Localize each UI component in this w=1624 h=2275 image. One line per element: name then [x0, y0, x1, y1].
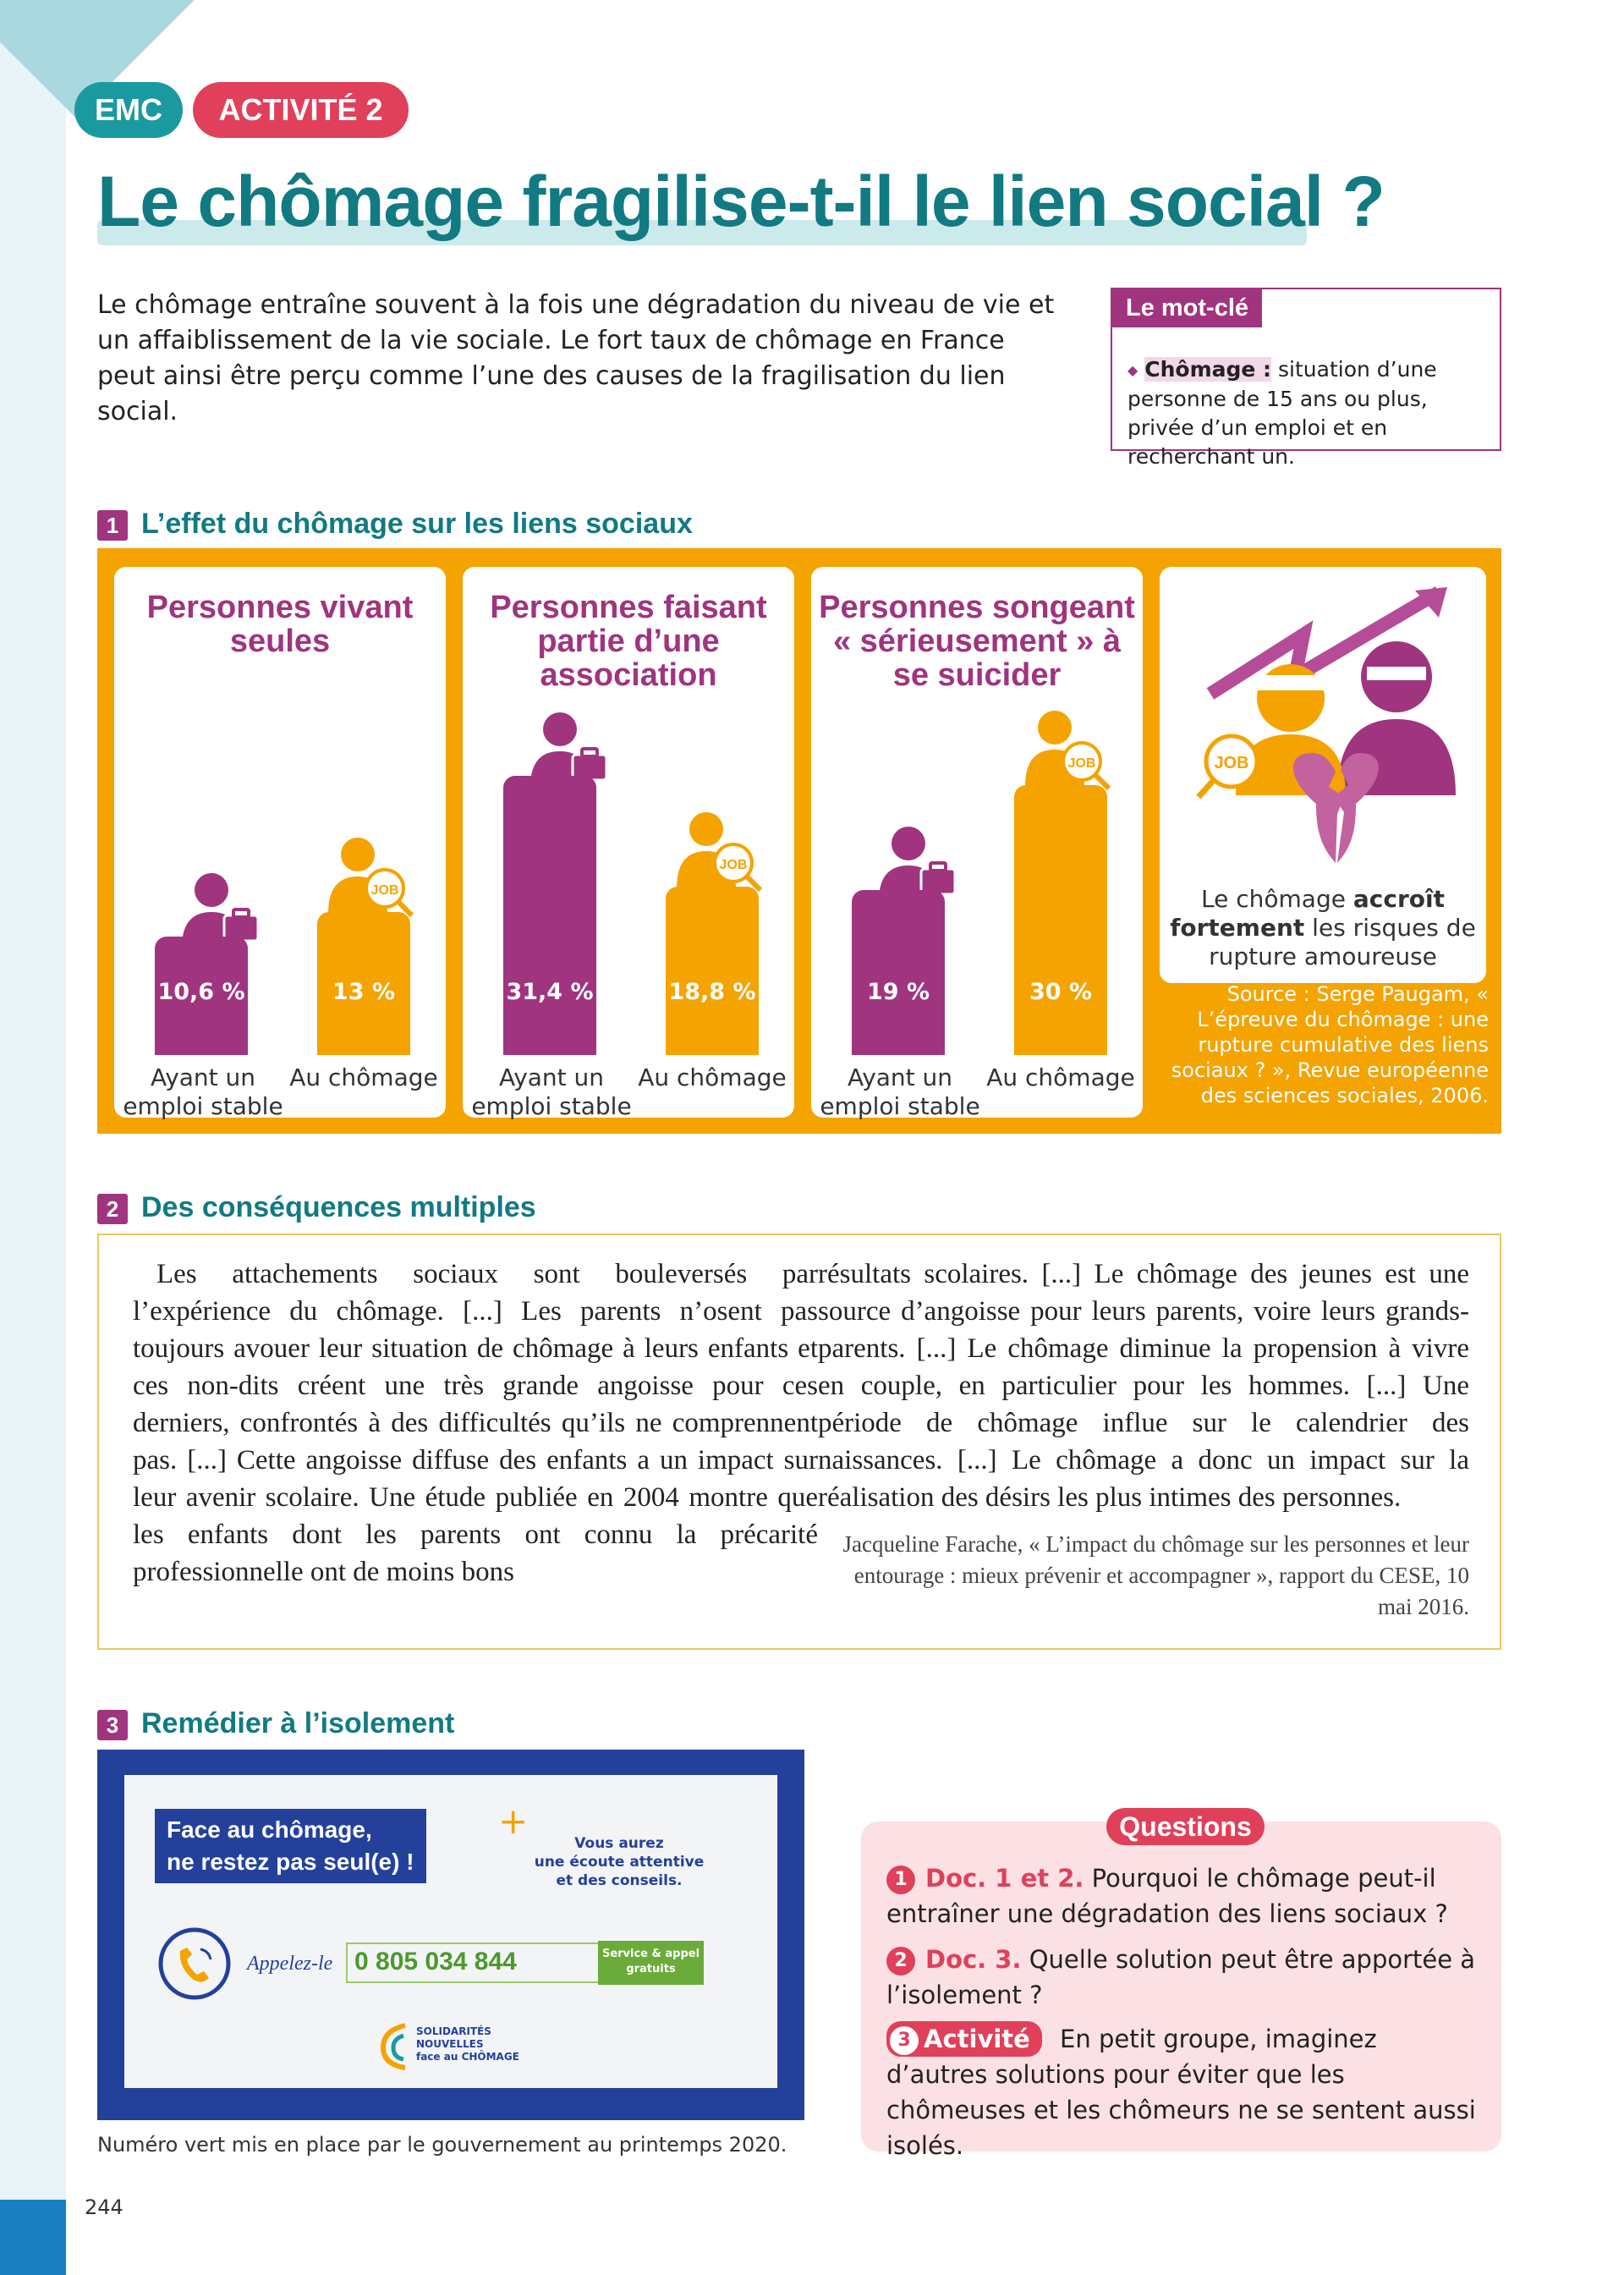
- bar-value: 18,8 %: [668, 979, 756, 1005]
- activity-badge: [886, 2021, 1042, 2057]
- bar-label: Au chômage: [986, 1063, 1135, 1091]
- bar-label: Ayant un emploi stable: [123, 1063, 283, 1120]
- card-suicide: [811, 567, 1143, 1118]
- organization-name-line: NOUVELLES: [416, 2038, 484, 2050]
- caption-bold: accroît fortement: [1170, 885, 1445, 942]
- doc1-heading: [97, 508, 693, 541]
- organization-name: [416, 2025, 519, 2063]
- bar-employed: [503, 776, 596, 1055]
- poster-tagline: [505, 1834, 733, 1890]
- left-margin-stripe: [0, 0, 66, 2275]
- poster-headline-line: ne restez pas seul(e) !: [167, 1849, 414, 1875]
- card-title: Personnes vivant seules: [146, 590, 414, 659]
- job-badge: JOB: [1214, 754, 1249, 772]
- intro-paragraph: Le chômage entraîne souvent à la fois une dégradation du niveau de vie et un affaiblissement de la vie sociale. Le fort taux de chômage en France peut ainsi être perçu comme l’une des causes de la fragilisation du lien social.: [97, 290, 1055, 426]
- keyword-definition-text: situation d’une personne de 15 ans ou plus, privée d’un emploi et en recherchant un.: [1127, 357, 1437, 469]
- bar-value: 10,6 %: [157, 979, 245, 1005]
- bar-value: 31,4 %: [506, 979, 594, 1005]
- question-number: 3: [890, 2026, 919, 2055]
- question-text: En petit groupe, imaginez d’autres solutions pour éviter que les chômeuses et les chômeurs ne se sentent aussi isolés.: [886, 2025, 1476, 2160]
- unemployed-person-icon: [1021, 709, 1114, 794]
- diamond-bullet-icon: ◆: [1127, 362, 1138, 378]
- keyword-box: [1111, 288, 1501, 469]
- bar-value: 19 %: [866, 979, 930, 1005]
- keyword-definition: [1127, 355, 1487, 471]
- question-number: 2: [886, 1947, 915, 1976]
- card-living-alone: [114, 567, 446, 1118]
- doc2-text-box: [97, 1234, 1501, 1650]
- caption-text: Le chômage: [1201, 885, 1353, 913]
- question-item: [886, 1942, 1479, 2013]
- bar-unemployed: [666, 887, 759, 1055]
- phone-icon: [156, 1926, 233, 2002]
- doc2-heading: [97, 1191, 536, 1224]
- poster-phone-number: 0 805 034 844: [354, 1948, 517, 1976]
- emc-tag: EMC: [74, 82, 183, 138]
- bar-value: 13 %: [332, 979, 396, 1005]
- bar-unemployed: [1014, 785, 1107, 1055]
- doc3-number: 3: [97, 1710, 128, 1740]
- organization-logo-icon: [378, 2020, 412, 2071]
- breakup-illustration-icon: [1193, 584, 1464, 871]
- poster-headline-line: Face au chômage,: [167, 1816, 372, 1843]
- bar-employed: [155, 937, 248, 1055]
- doc3-heading-text: Remédier à l’isolement: [141, 1707, 455, 1739]
- bar-label: Ayant un emploi stable: [471, 1063, 632, 1120]
- poster-free-badge: [598, 1941, 704, 1985]
- poster-tagline-line: Vous aurez: [574, 1835, 664, 1852]
- organization-name-line: SOLIDARITÉS: [416, 2025, 491, 2037]
- questions-box: [861, 1811, 1501, 2160]
- doc2-heading-text: Des conséquences multiples: [141, 1191, 536, 1223]
- question-reference: Doc. 1 et 2.: [925, 1864, 1084, 1893]
- question-text: Quelle solution peut être apportée à l’isolement ?: [886, 1945, 1476, 2009]
- doc1-heading-text: L’effet du chômage sur les liens sociaux: [141, 508, 693, 540]
- keyword-term: Chômage :: [1144, 357, 1272, 382]
- doc2-source: Jacqueline Farache, « L’impact du chômage sur les personnes et leur entourage : mieux prévenir et accompagner », rapport du CESE, 10 mai 2016.: [842, 1531, 1469, 1619]
- questions-tag: Questions: [1106, 1808, 1265, 1845]
- caption-text: les risques de rupture amoureuse: [1209, 914, 1476, 970]
- unemployed-person-icon: [324, 836, 417, 920]
- poster-tagline-line: et des conseils.: [556, 1872, 683, 1889]
- card-title: Personnes faisant partie d’une association: [490, 590, 767, 693]
- doc2-number: 2: [97, 1194, 128, 1224]
- job-badge: JOB: [1067, 756, 1096, 771]
- question-item: [886, 1860, 1479, 1932]
- doc1-source: Source : Serge Paugam, « L’épreuve du chômage : une rupture cumulative des liens sociaux ? », Revue européenne des sciences sociales, 2006.: [1171, 982, 1489, 1107]
- breakup-caption: [1160, 885, 1486, 971]
- hotline-poster: [97, 1750, 804, 2120]
- card-title: Personnes songeant « sérieusement » à se suicider: [819, 590, 1135, 693]
- poster-tagline-line: une écoute attentive: [534, 1854, 705, 1871]
- activity-tag: ACTIVITÉ 2: [193, 82, 409, 138]
- infographic-panel: [97, 548, 1501, 1134]
- page-number: 244: [85, 2195, 123, 2219]
- bar-label: Au chômage: [289, 1063, 438, 1091]
- poster-plus: +: [498, 1800, 529, 1842]
- organization-name-line: face au CHÔMAGE: [416, 2051, 519, 2063]
- bar-value: 30 %: [1029, 979, 1093, 1005]
- bar-label: Ayant un emploi stable: [820, 1063, 980, 1120]
- question-item: [886, 2021, 1479, 2163]
- poster-badge-line: gratuits: [626, 1963, 676, 1976]
- page-title: Le chômage fragilise-t-il le lien social ?: [97, 162, 1385, 241]
- poster-caption: Numéro vert mis en place par le gouvernement au printemps 2020.: [97, 2133, 787, 2157]
- question-reference: Doc. 3.: [925, 1945, 1022, 1974]
- question-number: 1: [886, 1866, 915, 1894]
- keyword-tag: Le mot-clé: [1112, 289, 1262, 327]
- question-text: Pourquoi le chômage peut-il entraîner une dégradation des liens sociaux ?: [886, 1864, 1448, 1928]
- doc3-heading: [97, 1707, 454, 1740]
- poster-call-text: Appelez-le: [247, 1953, 333, 1975]
- poster-inner: [124, 1775, 777, 2088]
- poster-badge-line: Service & appel: [601, 1948, 700, 1960]
- doc2-text-right: résultats scolaires. [...] Le chômage des jeunes est une source d’angoisse pour leurs parents, voire leurs grands-parents. [...] Le chômage diminue la propension à vivre en couple, en particulier pour les hommes. [...] Une période de chômage influe sur le calendrier des naissances. [...] Le chômage a donc un impact sur la réalisation des désirs les plus intimes des personnes.: [818, 1259, 1469, 1513]
- bar-label: Au chômage: [638, 1063, 787, 1091]
- card-association: [463, 567, 794, 1118]
- card-breakup: [1160, 567, 1486, 983]
- unemployed-person-icon: [672, 811, 765, 895]
- doc2-text-left: Les attachements sociaux sont bouleversés par l’expérience du chômage. [...] Les parents n’osent pas toujours avouer leur situation de chômage à leurs enfants et ces non-dits créent une très grande angoisse pour ces derniers, confrontés à des difficultés qu’ils ne comprennent pas. [...] Cette angoisse diffuse des enfants a un impact sur leur avenir scolaire. Une étude publiée en 2004 montre que les enfants dont les parents ont connu la précarité professionnelle ont de moins bons: [133, 1259, 818, 1587]
- job-badge: JOB: [370, 883, 399, 898]
- bar-employed: [852, 890, 945, 1055]
- question-reference: Activité: [924, 2025, 1030, 2053]
- doc1-number: 1: [97, 510, 128, 541]
- left-margin-footer-block: [0, 2200, 66, 2275]
- job-badge: JOB: [719, 858, 748, 872]
- bar-unemployed: [317, 912, 410, 1055]
- poster-headline: [155, 1809, 426, 1883]
